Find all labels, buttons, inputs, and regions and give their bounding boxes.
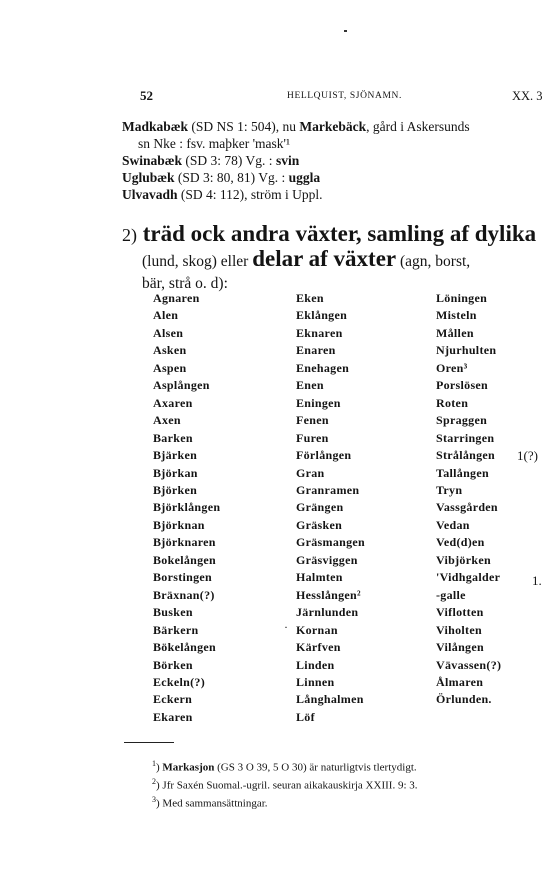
section-mark: XX. 3 <box>512 89 543 103</box>
place-name: Gräsmangen <box>296 535 365 550</box>
place-name: Gräsken <box>296 517 343 532</box>
place-name: Borstingen <box>153 570 213 585</box>
entry-bold: Markebäck <box>299 119 367 134</box>
place-name: Tallången <box>436 465 489 480</box>
place-name: Furen <box>296 430 329 445</box>
place-name: Axen <box>153 413 181 428</box>
place-name: Halmten <box>296 570 343 585</box>
section-title: träd ock andra växter, samling af dylika <box>142 221 537 246</box>
place-name: Björklången <box>153 500 221 515</box>
place-name: Gran <box>296 465 325 480</box>
place-name: Axaren <box>153 395 193 410</box>
place-name: Enehagen <box>296 360 350 375</box>
section-paren-2: (agn, borst, <box>396 253 471 270</box>
entry-bold: uggla <box>288 170 321 185</box>
entry-text: (SD NS 1: 504), nu <box>188 119 300 134</box>
entry-bold: svin <box>275 153 300 168</box>
place-name: Vedan <box>436 517 470 532</box>
place-name: Viholten <box>436 622 482 637</box>
place-name: Mållen <box>436 325 474 340</box>
place-name: Löningen <box>436 291 488 305</box>
place-name: Njurhulten <box>436 343 497 358</box>
section-title-line <box>122 221 558 248</box>
place-name: Ekaren <box>153 709 193 724</box>
place-name: Bärkern <box>153 622 199 637</box>
place-name: Björknan <box>153 517 205 532</box>
entry-line <box>122 135 558 152</box>
place-name: Linden <box>296 657 335 672</box>
place-name: Enaren <box>296 343 336 358</box>
place-name: Järnlunden <box>296 605 359 620</box>
place-name: Oren³ <box>436 360 468 375</box>
place-name: Eckern <box>153 692 193 707</box>
place-name: Förlången <box>296 448 352 463</box>
section-subtitle-end: bär, strå o. d): <box>142 275 228 292</box>
place-name: Eklången <box>296 308 348 323</box>
place-name: Porslösen <box>436 378 489 393</box>
place-name: Eken <box>296 291 324 305</box>
place-name: Alsen <box>153 325 184 340</box>
page-header <box>0 88 560 108</box>
entry-list <box>122 118 558 203</box>
name-column-2 <box>296 290 365 726</box>
place-name: Vibjörken <box>436 552 491 567</box>
marginal-note: 1(?) <box>517 448 538 463</box>
footnote: $^2$) Jfr Saxén Suomal.-ugril. seuran aikakauskirja XXIII. 9: 3. <box>152 777 418 792</box>
place-name: Aspen <box>153 360 187 375</box>
place-name: Bokelången <box>153 552 217 567</box>
place-name: Hesslången² <box>296 587 361 602</box>
place-name: Linnen <box>296 674 335 689</box>
place-name: Eckeln(?) <box>153 674 206 689</box>
place-name: Eknaren <box>296 325 343 340</box>
place-name: -galle <box>436 587 466 602</box>
place-name: Vilången <box>436 640 484 655</box>
entry-text: sn Nke : fsv. maþker 'mask'¹ <box>138 136 291 151</box>
marginal-note: 1. <box>532 573 542 588</box>
entry-head: Ulvavadh <box>122 187 178 202</box>
section-subtitle-line <box>122 248 558 273</box>
place-name: Bjärken <box>153 448 198 463</box>
entry-head: Madkabæk <box>122 119 189 134</box>
place-name: Granramen <box>296 482 360 497</box>
footnotes <box>152 757 418 811</box>
place-name: Tryn <box>436 482 463 497</box>
place-name: Asken <box>153 343 187 358</box>
entry-head: Uglubæk <box>122 170 175 185</box>
place-name: Starringen <box>436 430 495 445</box>
place-name: Långhalmen <box>296 692 364 707</box>
stray-dot: · <box>284 620 288 634</box>
place-name: Spraggen <box>436 413 488 428</box>
place-name: Örlunden. <box>436 692 492 707</box>
place-name: Vassgården <box>436 500 498 515</box>
section-heading <box>122 221 558 295</box>
section-title-2: delar af växter <box>252 246 397 271</box>
name-column-1 <box>153 290 220 726</box>
place-name: Alen <box>153 308 179 323</box>
place-name: Kärfven <box>296 640 341 655</box>
footnote: $^3$) Med sammansättningar. <box>152 795 268 810</box>
section-paren: (lund, skog) eller <box>142 253 253 270</box>
footnote: $^1$) Markasjon (GS 3 O 39, 5 O 30) är naturligtvis tlertydigt. <box>152 759 417 774</box>
place-name: Asplången <box>153 378 210 393</box>
place-name: Gräsviggen <box>296 552 358 567</box>
entry-text: (SD 4: 112), ström i Uppl. <box>177 187 323 202</box>
place-name: Enen <box>296 378 324 393</box>
place-name: Ved(d)en <box>436 535 485 550</box>
place-name: Bökelången <box>153 640 217 655</box>
entry-line <box>122 152 558 169</box>
place-name: 'Vidhgalder <box>436 570 501 585</box>
place-name: Björknaren <box>153 535 216 550</box>
place-name: Strålången <box>436 448 496 463</box>
entry-line <box>122 186 558 203</box>
place-name: Viflotten <box>436 605 484 620</box>
entry-text: (SD 3: 80, 81) Vg. : <box>174 170 289 185</box>
running-title: HELLQUIST, SJÖNAMN. <box>287 91 402 101</box>
place-name: Björken <box>153 482 198 497</box>
entry-line <box>122 118 558 135</box>
place-name: Roten <box>436 395 469 410</box>
page-number: 52 <box>140 88 153 103</box>
entry-line <box>122 169 558 186</box>
print-speck <box>344 30 347 32</box>
entry-tail: , gård i Askersunds <box>366 119 470 134</box>
place-name: Börken <box>153 657 193 672</box>
place-name: Kornan <box>296 622 338 637</box>
place-name: Grängen <box>296 500 344 515</box>
footnote-rule <box>124 742 174 743</box>
place-name: Bräxnan(?) <box>153 587 215 602</box>
entry-text: (SD 3: 78) Vg. : <box>182 153 276 168</box>
place-name: Vävassen(?) <box>436 657 502 672</box>
place-name: Misteln <box>436 308 477 323</box>
place-name: Löf <box>296 709 315 724</box>
name-column-3 <box>436 290 501 709</box>
place-name: Eningen <box>296 395 341 410</box>
place-name: Barken <box>153 430 193 445</box>
place-name: Busken <box>153 605 193 620</box>
section-number: 2) <box>122 225 137 245</box>
place-name: Ålmaren <box>436 674 484 689</box>
place-name: Björkan <box>153 465 198 480</box>
entry-head: Swinabæk <box>122 153 183 168</box>
place-name: Fenen <box>296 413 329 428</box>
place-name: Agnaren <box>153 291 200 305</box>
